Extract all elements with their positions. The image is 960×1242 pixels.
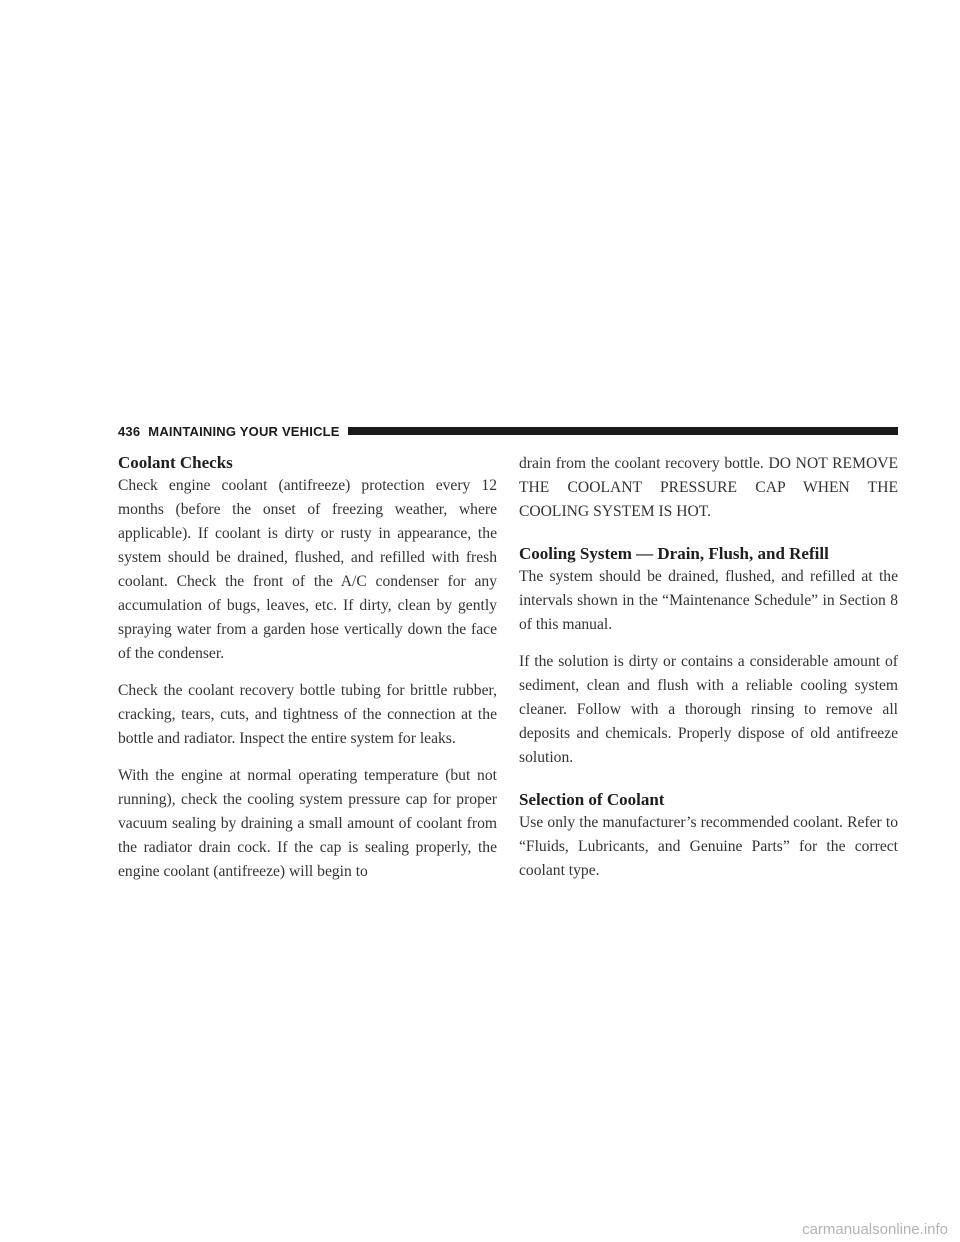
heading-drain-flush-refill: Cooling System — Drain, Flush, and Refill (519, 544, 829, 563)
paragraph: Check engine coolant (antifreeze) protection every 12 months (before the onset of freezing weather, where applicable). If coolant is dirty or rusty in appearance, the system should be drained, flushed, and refilled with fresh coolant. Check the front of the A/C condenser for any accumulation of bugs, leaves, etc. If dirty, clean by gently spraying water from a garden hose vertically down the face of the condenser. (118, 477, 497, 662)
paragraph: The system should be drained, flushed, and refilled at the intervals shown in the “Maintenance Schedule” in Section 8 of this manual. (519, 568, 898, 633)
paragraph: Check the coolant recovery bottle tubing for brittle rubber, cracking, tears, cuts, and tightness of the connection at the bottle and radiator. Inspect the entire system for leaks. (118, 682, 497, 747)
paragraph-continuation: drain from the coolant recovery bottle. DO NOT REMOVE THE COOLANT PRESSURE CAP WHEN THE COOLING SYSTEM IS HOT. (519, 455, 898, 520)
watermark: carmanualsonline.info (802, 1221, 948, 1238)
paragraph: If the solution is dirty or contains a considerable amount of sediment, clean and flush with a reliable cooling system cleaner. Follow with a thorough rinsing to remove all deposits and chemicals. Properly dispose of old antifreeze solution. (519, 653, 898, 766)
paragraph: With the engine at normal operating temperature (but not running), check the cooling system pressure cap for proper vacuum sealing by draining a small amount of coolant from the radiator drain cock. If the cap is sealing properly, the engine coolant (antifreeze) will begin to (118, 767, 497, 880)
heading-coolant-checks: Coolant Checks (118, 453, 233, 472)
left-column (118, 452, 497, 897)
paragraph: Use only the manufacturer’s recommended coolant. Refer to “Fluids, Lubricants, and Genuine Parts” for the correct coolant type. (519, 814, 898, 879)
page-header (118, 420, 898, 442)
header-rule (348, 427, 898, 435)
page-number: 436 (118, 423, 141, 439)
section-title: MAINTAINING YOUR VEHICLE (148, 423, 340, 439)
right-column (519, 452, 898, 896)
heading-selection-of-coolant: Selection of Coolant (519, 790, 665, 809)
